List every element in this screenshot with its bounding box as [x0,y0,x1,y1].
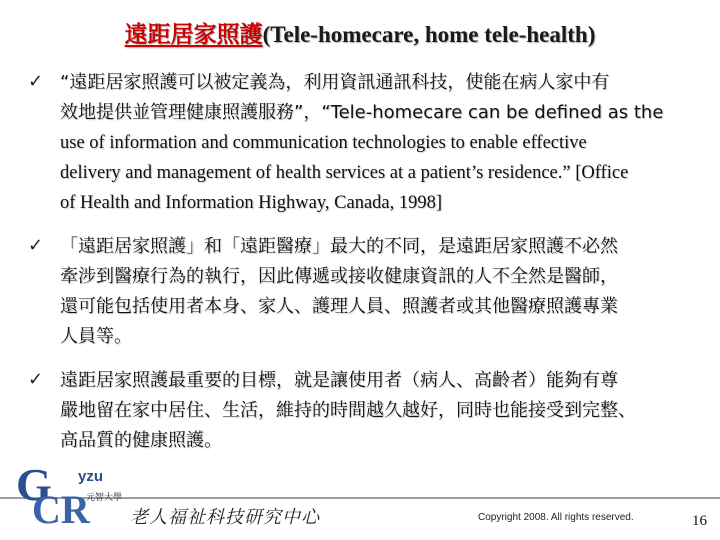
bullet-item [28,68,700,218]
page-number: 16 [692,513,707,529]
slide-title [0,16,720,49]
bullet-line: “遠距居家照護可以被定義為，利用資訊通訊科技，使能在病人家中有 [60,72,610,93]
bullet-list [28,68,700,470]
copyright-notice: Copyright 2008. All rights reserved. [478,512,634,523]
logo-mark-cr: CR [32,487,90,532]
bullet-line: 「遠距居家照護」和「遠距醫療」最大的不同，是遠距居家照護不必然 [60,236,618,257]
slide-title-en: (Tele-homecare, home tele-health) [262,22,596,47]
bullet-line: 牽涉到醫療行為的執行，因此傳遞或接收健康資訊的人不全然是醫師， [60,266,618,287]
check-icon: ✓ [28,235,44,256]
logo-yzu: yzu [78,468,104,485]
slide-title-zh: 遠距居家照護 [124,21,263,48]
bullet-line: 還可能包括使用者本身、家人、護理人員、照護者或其他醫療照護專業 [60,296,618,317]
gcr-logo [16,459,134,532]
bullet-line: 高品質的健康照護。 [60,430,222,451]
logo-mark: G [16,459,46,510]
bullet-item [28,232,700,352]
bullet-line: of Health and Information Highway, Canada, 1998] [60,193,443,213]
check-icon: ✓ [28,369,44,390]
bullet-line: delivery and management of health services at a patient’s residence.” [Office [60,163,629,183]
bullet-line: 遠距居家照護最重要的目標，就是讓使用者（病人、高齡者）能夠有尊 [60,370,618,391]
bullet-line: 人員等。 [60,326,132,347]
research-center-name: 老人福祉科技研究中心 [130,507,320,528]
check-icon: ✓ [28,71,44,92]
bullet-line: 嚴地留在家中居住、生活，維持的時間越久越好，同時也能接受到完整、 [60,400,636,421]
logo-university-name: 元智大學 [86,493,123,503]
bullet-line: 效地提供並管理健康照護服務”，“Tele-homecare can be defined as the [60,102,664,123]
bullet-line: use of information and communication technologies to enable effective [60,133,587,153]
bullet-item [28,366,700,456]
